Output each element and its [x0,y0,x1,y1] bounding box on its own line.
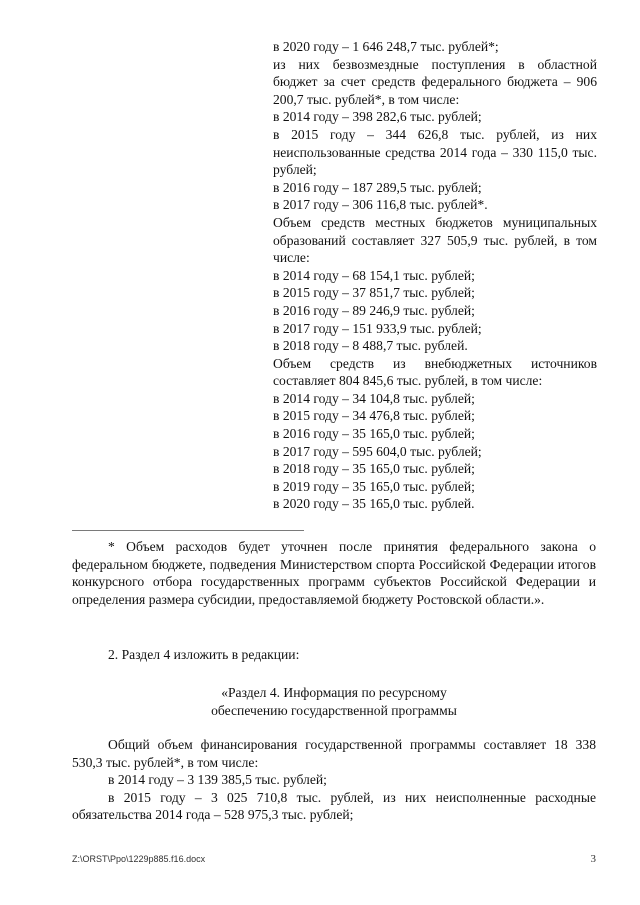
text-line: в 2016 году – 35 165,0 тыс. рублей; [273,426,475,442]
footnote-divider [72,530,304,531]
body-paragraph: в 2014 году – 3 139 385,5 тыс. рублей; [108,772,327,788]
footer-file-path: Z:\ORST\Ppo\1229p885.f16.docx [72,854,206,864]
text-line: в 2014 году – 68 154,1 тыс. рублей; [273,267,475,283]
text-line: Объем средств из внебюджетных источников составляет 804 845,6 тыс. рублей, в том числе: [273,355,597,389]
footnote: * Объем расходов будет уточнен после принятия федерального закона о федеральном бюджете, подведения Министерством спорта Российской Федерации итогов конкурсного отбора государственных программ субъектов Российской Федерации и определения размера субсидии, предоставляемой бюджету Ростовской области.». [72,539,596,607]
text-line: в 2016 году – 187 289,5 тыс. рублей; [273,179,482,195]
text-line: в 2020 году – 1 646 248,7 тыс. рублей*; [273,39,499,54]
body-paragraph: в 2015 году – 3 025 710,8 тыс. рублей, из них неисполненные расходные обязательства 2014 года – 528 975,3 тыс. рублей; [72,789,596,823]
body-paragraph: Общий объем финансирования государственной программы составляет 18 338 530,3 тыс. рублей*, в том числе: [72,737,596,770]
text-line: в 2017 году – 151 933,9 тыс. рублей; [273,320,482,336]
text-line: Объем средств местных бюджетов муниципальных образований составляет 327 505,9 тыс. рублей, в том числе: [273,214,597,266]
text-line: в 2014 году – 398 282,6 тыс. рублей; [273,109,482,125]
text-line: в 2015 году – 344 626,8 тыс. рублей, из них неиспользованные средства 2014 года – 330 115,0 тыс. рублей; [273,126,597,178]
section-heading [72,684,596,720]
text-line: в 2017 году – 306 116,8 тыс. рублей*. [273,197,488,213]
right-column-text [273,38,597,513]
text-line: в 2017 году – 595 604,0 тыс. рублей; [273,443,482,459]
section-heading-line-2: обеспечению государственной программы [211,703,457,718]
text-line: в 2019 году – 35 165,0 тыс. рублей; [273,478,475,494]
text-line: в 2016 году – 89 246,9 тыс. рублей; [273,302,475,318]
text-line: в 2015 году – 37 851,7 тыс. рублей; [273,285,475,301]
text-line: в 2018 году – 8 488,7 тыс. рублей. [273,338,468,354]
page-number: 3 [590,853,596,865]
text-line: в 2014 году – 34 104,8 тыс. рублей; [273,390,475,406]
text-line: в 2015 году – 34 476,8 тыс. рублей; [273,408,475,424]
text-line: в 2020 году – 35 165,0 тыс. рублей. [273,496,475,512]
section-heading-line-1: «Раздел 4. Информация по ресурсному [221,685,447,700]
section-body [72,736,596,824]
amendment-item-2: 2. Раздел 4 изложить в редакции: [108,647,300,662]
text-line: в 2018 году – 35 165,0 тыс. рублей; [273,461,475,477]
text-line: из них безвозмездные поступления в областной бюджет за счет средств федерального бюджета – 906 200,7 тыс. рублей*, в том числе: [273,56,597,107]
